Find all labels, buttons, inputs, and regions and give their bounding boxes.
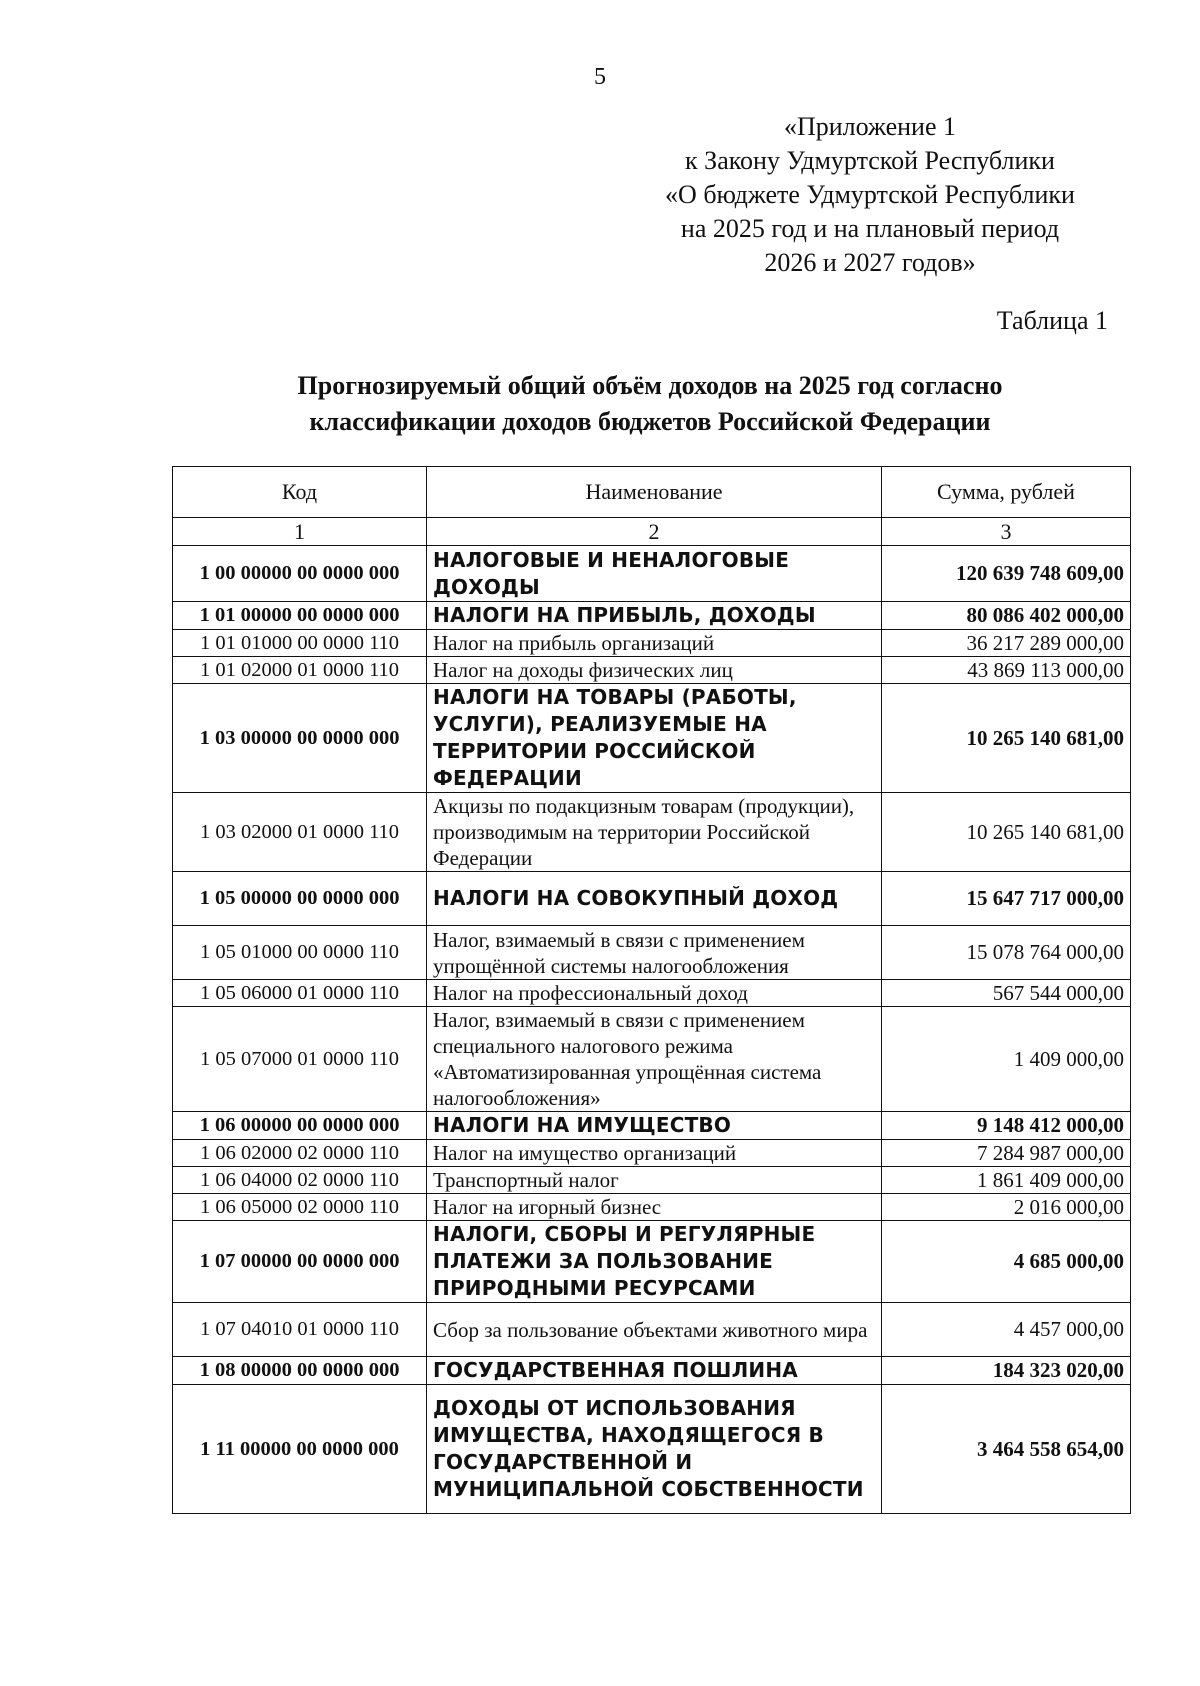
table-row	[173, 1112, 1131, 1140]
sum-cell: 9 148 412 000,00	[882, 1112, 1131, 1140]
sum-cell: 4 457 000,00	[882, 1303, 1131, 1357]
sum-cell: 1 409 000,00	[882, 1007, 1131, 1112]
table-row	[173, 1221, 1131, 1303]
name-cell: Налог на игорный бизнес	[427, 1194, 882, 1221]
table-row	[173, 926, 1131, 980]
name-cell: Налог на доходы физических лиц	[427, 657, 882, 684]
table-label: Таблица 1	[996, 306, 1108, 335]
sum-cell: 184 323 020,00	[882, 1357, 1131, 1385]
name-cell: НАЛОГИ, СБОРЫ И РЕГУЛЯРНЫЕ ПЛАТЕЖИ ЗА ПОЛЬЗОВАНИЕ ПРИРОДНЫМИ РЕСУРСАМИ	[427, 1221, 882, 1303]
table-row	[173, 1194, 1131, 1221]
table-row	[173, 684, 1131, 793]
table-header-row	[173, 467, 1131, 518]
name-cell: ДОХОДЫ ОТ ИСПОЛЬЗОВАНИЯ ИМУЩЕСТВА, НАХОДЯЩЕГОСЯ В ГОСУДАРСТВЕННОЙ И МУНИЦИПАЛЬНОЙ СОБСТВЕННОСТИ	[427, 1385, 882, 1514]
table-row	[173, 1357, 1131, 1385]
name-cell: НАЛОГИ НА ПРИБЫЛЬ, ДОХОДЫ	[427, 602, 882, 630]
name-cell: НАЛОГИ НА СОВОКУПНЫЙ ДОХОД	[427, 872, 882, 926]
code-cell: 1 01 02000 01 0000 110	[173, 657, 427, 684]
name-cell: Транспортный налог	[427, 1167, 882, 1194]
name-cell: НАЛОГИ НА ТОВАРЫ (РАБОТЫ, УСЛУГИ), РЕАЛИЗУЕМЫЕ НА ТЕРРИТОРИИ РОССИЙСКОЙ ФЕДЕРАЦИИ	[427, 684, 882, 793]
sum-cell: 1 861 409 000,00	[882, 1167, 1131, 1194]
appendix-reference	[620, 110, 1120, 280]
table-row	[173, 630, 1131, 657]
code-cell: 1 05 01000 00 0000 110	[173, 926, 427, 980]
table-row	[173, 1167, 1131, 1194]
table-row	[173, 657, 1131, 684]
code-cell: 1 07 04010 01 0000 110	[173, 1303, 427, 1357]
appendix-line: к Закону Удмуртской Республики	[685, 146, 1055, 175]
table-row	[173, 546, 1131, 602]
code-cell: 1 03 02000 01 0000 110	[173, 793, 427, 872]
page-number: 5	[594, 64, 606, 90]
appendix-line: «Приложение 1	[783, 112, 957, 141]
name-cell: Налог на профессиональный доход	[427, 980, 882, 1007]
table-row	[173, 602, 1131, 630]
code-cell: 1 03 00000 00 0000 000	[173, 684, 427, 793]
header-name: Наименование	[427, 467, 882, 518]
sum-cell: 3 464 558 654,00	[882, 1385, 1131, 1514]
sum-cell: 10 265 140 681,00	[882, 684, 1131, 793]
name-cell: ГОСУДАРСТВЕННАЯ ПОШЛИНА	[427, 1357, 882, 1385]
appendix-line: на 2025 год и на плановый период	[680, 214, 1060, 243]
name-cell: НАЛОГИ НА ИМУЩЕСТВО	[427, 1112, 882, 1140]
revenue-table	[172, 466, 1131, 1514]
sum-cell: 43 869 113 000,00	[882, 657, 1131, 684]
table-row	[173, 1385, 1131, 1514]
name-cell: Налог, взимаемый в связи с применением упрощённой системы налогообложения	[427, 926, 882, 980]
name-cell: Сбор за пользование объектами животного мира	[427, 1303, 882, 1357]
sum-cell: 36 217 289 000,00	[882, 630, 1131, 657]
code-cell: 1 08 00000 00 0000 000	[173, 1357, 427, 1385]
code-cell: 1 06 00000 00 0000 000	[173, 1112, 427, 1140]
table-body	[173, 546, 1131, 1514]
column-number: 1	[173, 518, 427, 546]
name-cell: Налог на прибыль организаций	[427, 630, 882, 657]
appendix-line: «О бюджете Удмуртской Республики	[665, 180, 1075, 209]
title-line: Прогнозируемый общий объём доходов на 2025 год согласно	[297, 371, 1003, 400]
header-code: Код	[173, 467, 427, 518]
sum-cell: 567 544 000,00	[882, 980, 1131, 1007]
sum-cell: 7 284 987 000,00	[882, 1140, 1131, 1167]
document-title	[160, 368, 1140, 440]
name-cell: Акцизы по подакцизным товарам (продукции), производимым на территории Российской Федерации	[427, 793, 882, 872]
name-cell: Налог на имущество организаций	[427, 1140, 882, 1167]
header-sum: Сумма, рублей	[882, 467, 1131, 518]
code-cell: 1 06 02000 02 0000 110	[173, 1140, 427, 1167]
column-number: 2	[427, 518, 882, 546]
table-row	[173, 1140, 1131, 1167]
sum-cell: 15 647 717 000,00	[882, 872, 1131, 926]
code-cell: 1 06 04000 02 0000 110	[173, 1167, 427, 1194]
code-cell: 1 06 05000 02 0000 110	[173, 1194, 427, 1221]
title-line: классификации доходов бюджетов Российской Федерации	[309, 407, 991, 436]
table-row	[173, 793, 1131, 872]
table-row	[173, 1303, 1131, 1357]
code-cell: 1 01 01000 00 0000 110	[173, 630, 427, 657]
code-cell: 1 07 00000 00 0000 000	[173, 1221, 427, 1303]
table-row	[173, 980, 1131, 1007]
name-cell: Налог, взимаемый в связи с применением специального налогового режима «Автоматизированная упрощённая система налогообложения»	[427, 1007, 882, 1112]
sum-cell: 2 016 000,00	[882, 1194, 1131, 1221]
sum-cell: 80 086 402 000,00	[882, 602, 1131, 630]
sum-cell: 10 265 140 681,00	[882, 793, 1131, 872]
column-number: 3	[882, 518, 1131, 546]
sum-cell: 4 685 000,00	[882, 1221, 1131, 1303]
column-number-row	[173, 518, 1131, 546]
sum-cell: 15 078 764 000,00	[882, 926, 1131, 980]
code-cell: 1 11 00000 00 0000 000	[173, 1385, 427, 1514]
code-cell: 1 05 06000 01 0000 110	[173, 980, 427, 1007]
code-cell: 1 05 00000 00 0000 000	[173, 872, 427, 926]
appendix-line: 2026 и 2027 годов»	[764, 248, 976, 277]
code-cell: 1 05 07000 01 0000 110	[173, 1007, 427, 1112]
sum-cell: 120 639 748 609,00	[882, 546, 1131, 602]
table-row	[173, 1007, 1131, 1112]
code-cell: 1 00 00000 00 0000 000	[173, 546, 427, 602]
name-cell: НАЛОГОВЫЕ И НЕНАЛОГОВЫЕ ДОХОДЫ	[427, 546, 882, 602]
table-row	[173, 872, 1131, 926]
code-cell: 1 01 00000 00 0000 000	[173, 602, 427, 630]
